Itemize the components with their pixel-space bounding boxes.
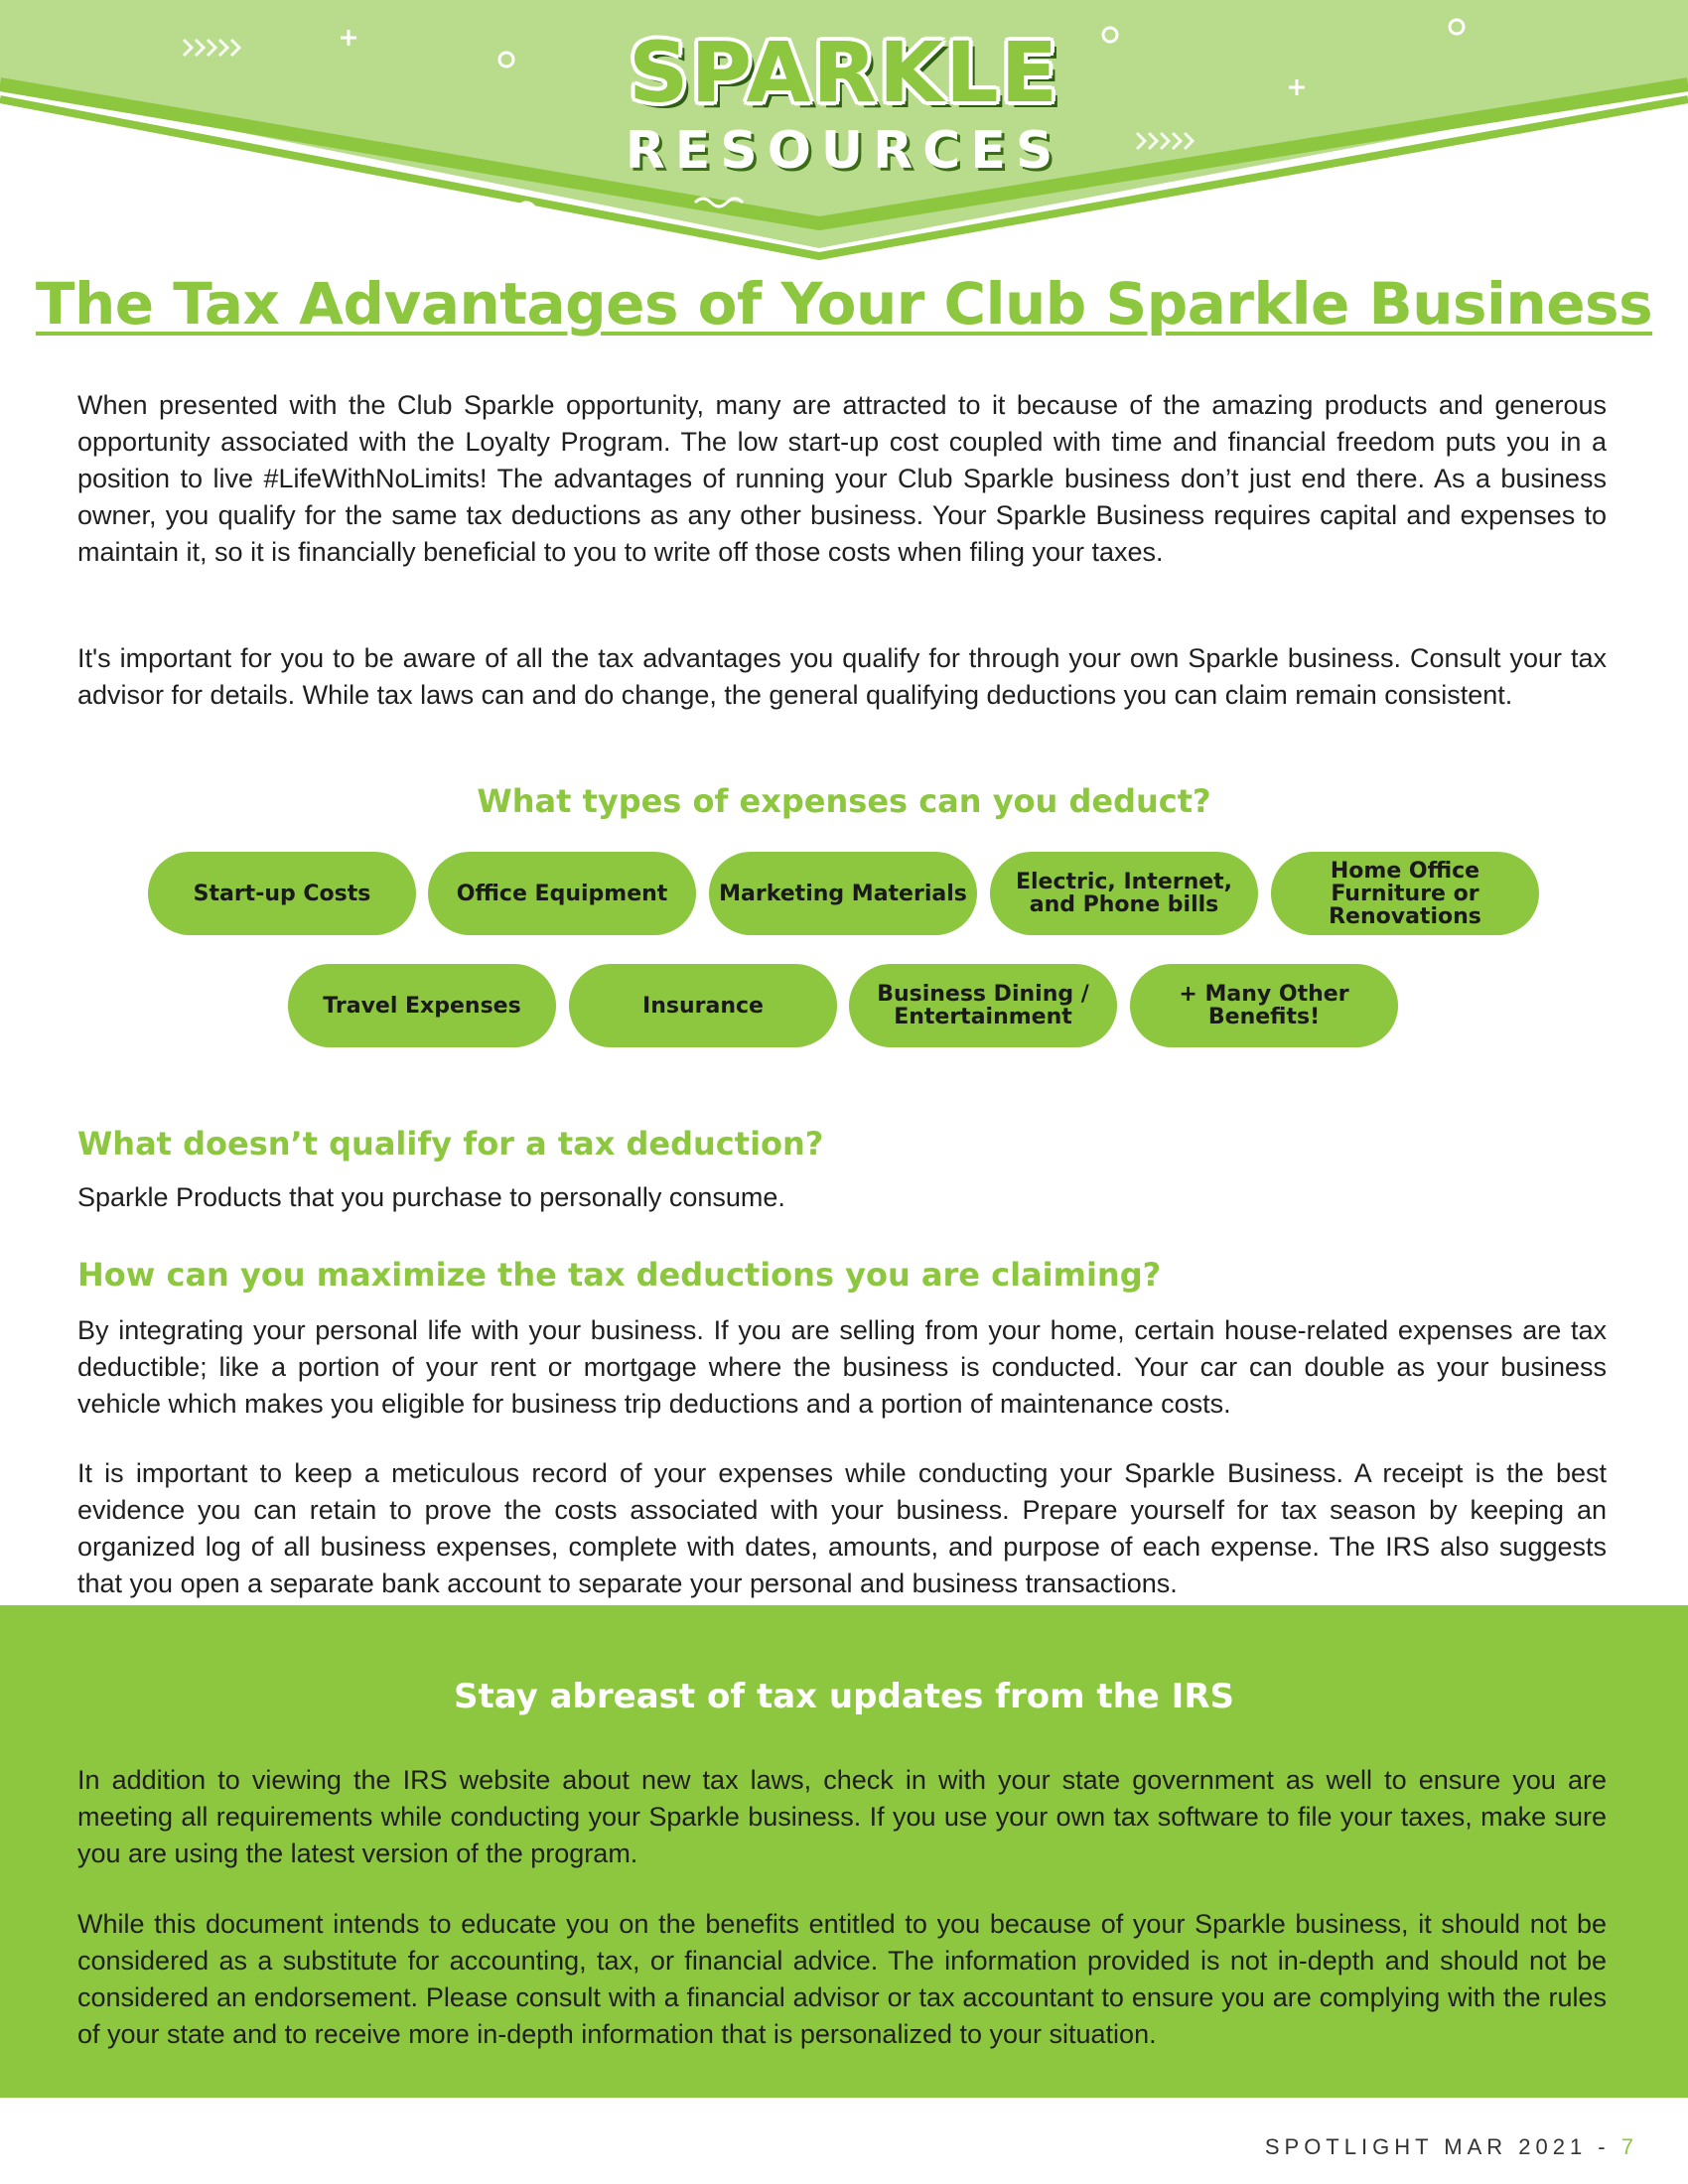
maximize-paragraph-1: By integrating your personal life with your business. If you are selling from your home, certain house-related expenses are tax deductible; like a portion of your rent or mortgage where the business is conducted. Your car can double as your business vehicle which makes you eligible for business trip deductions and a portion of maintenance costs.: [77, 1315, 1607, 1419]
expense-pill: Business Dining / Entertainment: [849, 964, 1117, 1047]
irs-paragraph-1: In addition to viewing the IRS website about new tax laws, check in with your state government as well to ensure you are meeting all requirements while conducting your Sparkle business. If you use your own tax software to file your taxes, make sure you are using the latest version of the program.: [77, 1765, 1607, 1868]
expense-pill: Start-up Costs: [148, 852, 416, 935]
header-banner: [0, 0, 1688, 268]
logo-resources: RESOURCES: [625, 121, 1063, 181]
not-qualify-heading: What doesn’t qualify for a tax deduction?: [77, 1125, 824, 1162]
expense-pill: Home Office Furniture or Renovations: [1271, 852, 1539, 935]
expense-pill: Electric, Internet, and Phone bills: [990, 852, 1258, 935]
irs-updates-box: [0, 1605, 1688, 2098]
logo-sparkle: SPARKLE: [628, 24, 1060, 121]
page-number: 7: [1620, 2134, 1638, 2159]
page-footer: [1265, 2134, 1638, 2160]
expense-pill: Office Equipment: [428, 852, 696, 935]
maximize-paragraph-2: It is important to keep a meticulous record of your expenses while conducting your Sparkle Business. A receipt is the best evidence you can retain to prove the costs associated with your business. Prepare yourself for tax season by keeping an organized log of all business expenses, complete with dates, amounts, and purpose of each expense. The IRS also suggests that you open a separate bank account to separate your personal and business transactions.: [77, 1458, 1607, 1598]
not-qualify-text: Sparkle Products that you purchase to personally consume.: [77, 1182, 785, 1212]
footer-label: SPOTLIGHT MAR 2021 -: [1264, 2134, 1621, 2159]
intro-paragraph-1: When presented with the Club Sparkle opportunity, many are attracted to it because of the amazing products and generous opportunity associated with the Loyalty Program. The low start-up cost coupled with time and financial freedom puts you in a position to live #LifeWithNoLimits! The advantages of running your Club Sparkle business don’t just end there. As a business owner, you qualify for the same tax deductions as any other business. Your Sparkle Business requires capital and expenses to maintain it, so it is financially beneficial to you to write off those costs when filing your taxes.: [77, 390, 1607, 567]
expense-pill: Marketing Materials: [709, 852, 977, 935]
irs-heading: Stay abreast of tax updates from the IRS: [453, 1677, 1235, 1716]
maximize-heading: How can you maximize the tax deductions you are claiming?: [77, 1256, 1162, 1294]
decor-wave: [487, 203, 534, 210]
expense-pill: Insurance: [569, 964, 837, 1047]
intro-paragraph-2: It's important for you to be aware of all the tax advantages you qualify for through your own Sparkle business. Consult your tax advisor for details. While tax laws can and do change, the general qualifying deductions you can claim remain consistent.: [77, 643, 1607, 710]
irs-paragraph-2: While this document intends to educate you on the benefits entitled to you because of your Sparkle business, it should not be considered as a substitute for accounting, tax, or financial advice. The information provided is not in-depth and should not be considered an endorsement. Please consult with a financial advisor or tax accountant to ensure you are complying with the rules of your state and to receive more in-depth information that is personalized to your situation.: [77, 1909, 1607, 2049]
expense-pill: + Many Other Benefits!: [1130, 964, 1398, 1047]
deduct-heading: What types of expenses can you deduct?: [477, 782, 1211, 820]
page-title: The Tax Advantages of Your Club Sparkle Business: [35, 270, 1653, 338]
expense-pill: Travel Expenses: [288, 964, 556, 1047]
